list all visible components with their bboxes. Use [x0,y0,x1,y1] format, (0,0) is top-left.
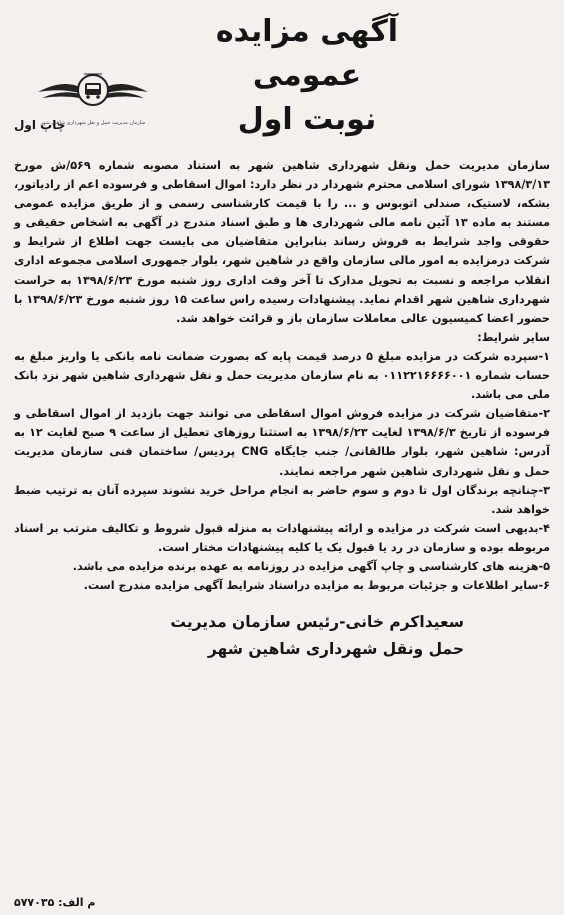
notice-title [182,10,432,142]
logo-caption: سازمان مدیریت حمل و نقل شهرداری شاهین شهر [40,120,146,126]
signature-line-2: حمل ونقل شهرداری شاهین شهر [207,640,464,659]
other-conditions-heading: سایر شرایط: [477,330,550,344]
condition-item: ۶-سایر اطلاعات و جزئیات مربوط به مزایده دراسناد شرایط آگهی مزایده مندرج است. [83,579,550,593]
advertisement-code: م الف: ۵۷۷۰۳۵ [14,896,96,909]
title-line-1: آگهی مزایده عمومی [215,14,399,93]
condition-item: ۴-بدیهی است شرکت در مزایده و ارائه پیشنهادات به منزله قبول شروط و تکالیف مترتب بر اسناد مربوطه بوده و سازمان در رد یا قبول یک یا کلیه پیشنهادات مختار است. [14,521,550,554]
intro-paragraph: سازمان مدیریت حمل ونقل شهرداری شاهین شهر به استناد مصوبه شماره ۵۶۹/ش مورخ ۱۳۹۸/۳/۱۳ شورای اسلامی محترم شهردار در نظر دارد: اموال اسقاطی و فرسوده اعم از رادیاتور، بشکه، لاستیک، صندلی اتوبوس و ... را با قیمت کارشناسی رسمی و از طریق مزایده عمومی مستند به ماده ۱۳ آئین نامه مالی شهرداری ها و طبق اسناد مندرج در آگهی به اشخاص حقیقی و حقوقی واجد شرایط به فروش رساند بنابراین متقاضیان می بایست جهت اطلاع از شرایط و شرکت درمزایده به امور مالی سازمان واقع در شاهین شهر، بلوار جمهوری اسلامی مجموعه اداری انقلاب مراجعه و نسبت به تحویل مدارک تا آخر وقت اداری روز شنبه مورخ ۱۳۹۸/۶/۲۳ به حراست شهرداری شاهین شهر اقدام نماید. پیشنهادات رسیده راس ساعت ۱۵ روز شنبه مورخ ۱۳۹۸/۶/۲۳ با حضور اعضا کمیسیون عالی معاملات سازمان باز و قرائت خواهد شد. [14,159,551,325]
condition-item: ۱-سپرده شرکت در مزایده مبلغ ۵ درصد قیمت پایه که بصورت ضمانت نامه بانکی یا واریز مبلغ به حساب شماره ۰۱۱۲۲۱۶۶۶۶۰۰۱ به نام سازمان مدیریت حمل و نقل شهرداری شاهین شهر نزد بانک ملی می باشد. [14,349,550,402]
notice-header [14,8,550,137]
signature-block [14,609,550,663]
winged-bus-emblem-icon [32,66,154,116]
condition-item: ۲-متقاضیان شرکت در مزایده فروش اموال اسقاطی می توانند جهت بازدید از اموال اسقاطی و فرسوده از تاریخ ۱۳۹۸/۶/۳ لغایت ۱۳۹۸/۶/۲۳ به استثنا روزهای تعطیل از ساعت ۹ صبح لغایت ۱۲ به آدرس: شاهین شهر، بلوار طالقانی/ جنب جایگاه CNG پردیس/ ساختمان فنی سازمان مدیریت حمل و نقل شهرداری شاهین شهر مراجعه نمایند. [14,407,550,478]
condition-item: ۵-هزینه های کارشناسی و چاپ آگهی مزایده در روزنامه به عهده برنده مزایده می باشد. [72,559,550,573]
print-label: چاپ اول [14,118,66,132]
notice-body [14,156,550,595]
condition-item: ۳-چنانچه برندگان اول تا دوم و سوم حاضر به انجام مراحل خرید نشوند سپرده آنان به ترتیب ضبط خواهد شد. [14,483,550,516]
signature-line-1: سعیداکرم خانی-رئیس سازمان مدیریت [170,613,464,632]
title-line-2: نوبت اول [237,102,377,137]
